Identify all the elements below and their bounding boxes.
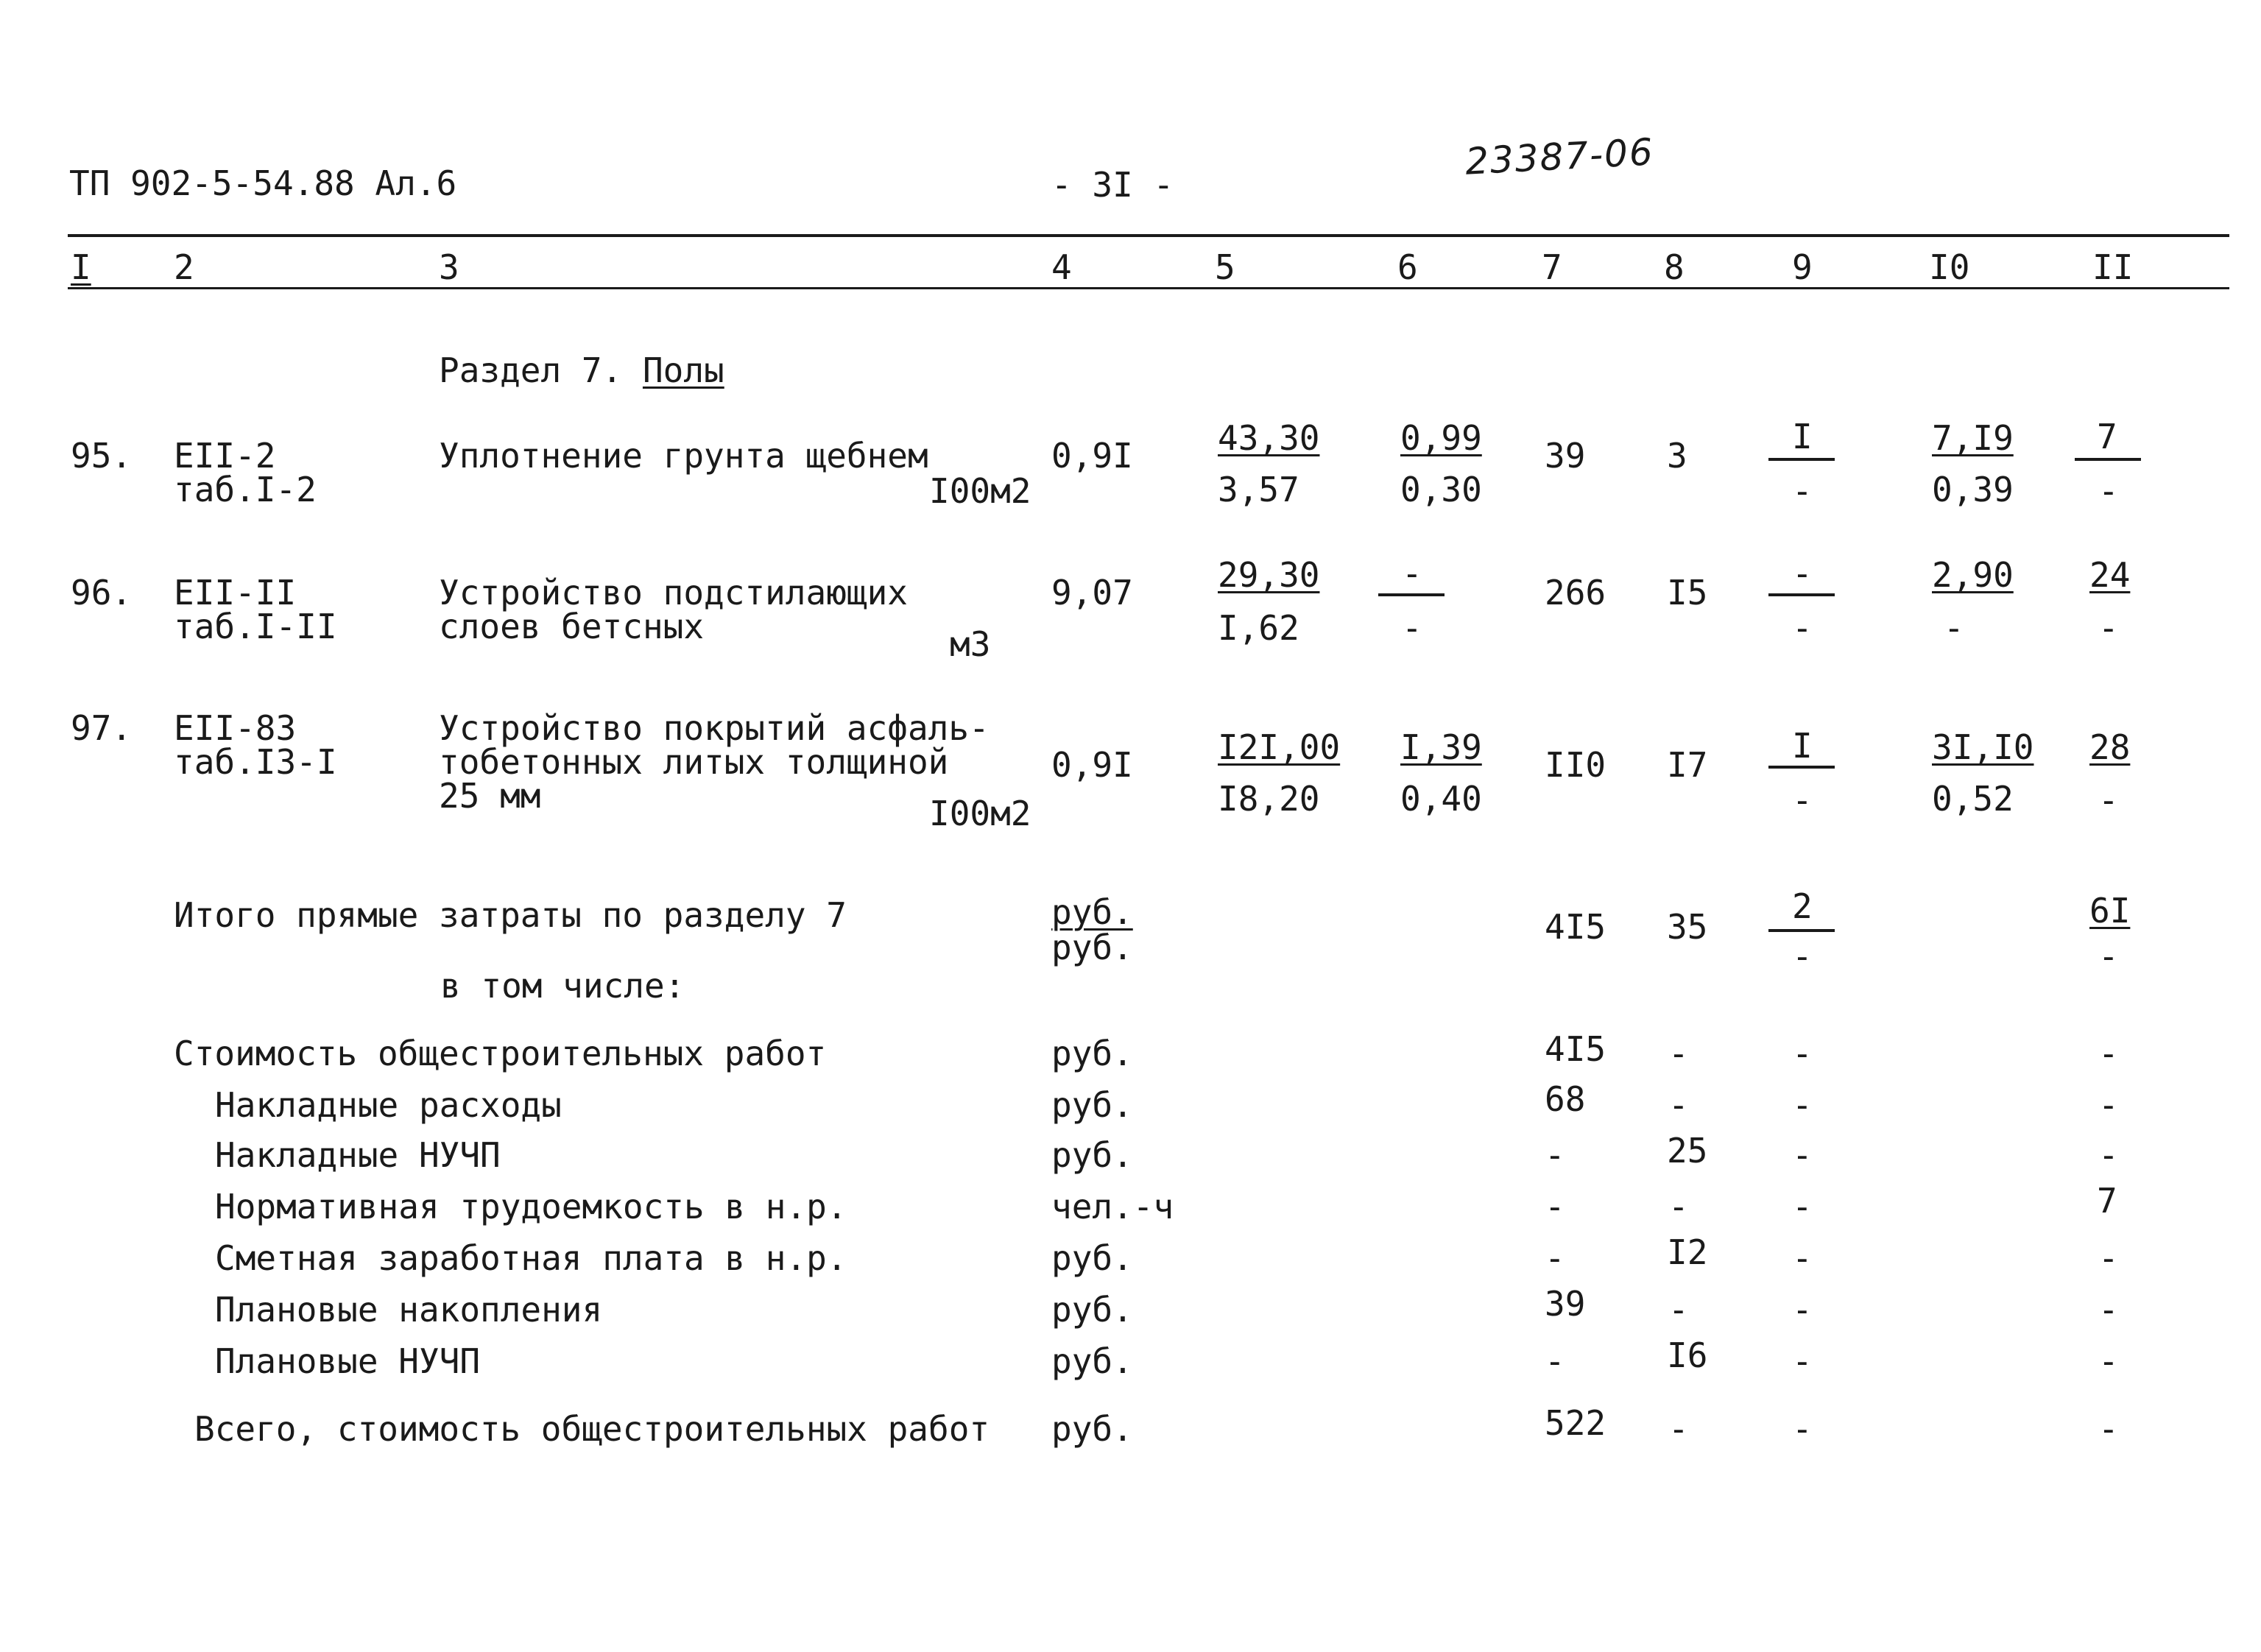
summary-c11: - xyxy=(2098,1238,2119,1278)
fraction-line xyxy=(2075,458,2141,461)
total-unit-top: руб. xyxy=(1051,892,1133,932)
row-c10-bottom: 0,52 xyxy=(1932,779,2014,819)
row-c5-bottom: I,62 xyxy=(1218,608,1299,648)
total-c8: 35 xyxy=(1667,907,1708,947)
row-quantity: 0,9I xyxy=(1051,436,1133,476)
summary-c9: - xyxy=(1792,1187,1813,1226)
row-number: 96. xyxy=(71,573,133,613)
summary-c9: - xyxy=(1792,1290,1813,1330)
summary-label: Нормативная трудоемкость в н.р. xyxy=(215,1187,847,1226)
row-code: EII-II xyxy=(174,573,297,613)
row-c11-top: 24 xyxy=(2089,555,2131,595)
section-title-name: Полы xyxy=(642,350,724,390)
row-c9-bottom: - xyxy=(1792,608,1813,648)
header-bottom-rule xyxy=(68,287,2229,289)
row-description: тобетонных литых толщиной xyxy=(439,742,949,782)
summary-c8: - xyxy=(1668,1409,1689,1449)
column-number: 2 xyxy=(174,247,194,287)
section-title-prefix: Раздел 7. xyxy=(439,350,643,390)
row-table-ref: таб.I-II xyxy=(174,607,337,646)
row-c5-bottom: I8,20 xyxy=(1218,779,1320,819)
summary-c11: - xyxy=(2098,1290,2119,1330)
summary-c11: - xyxy=(2098,1409,2119,1449)
total-c9-bottom: - xyxy=(1792,936,1813,976)
summary-c9: - xyxy=(1792,1409,1813,1449)
row-quantity: 9,07 xyxy=(1051,573,1133,613)
summary-unit: руб. xyxy=(1051,1409,1133,1449)
summary-c9: - xyxy=(1792,1135,1813,1175)
total-c11-top: 6I xyxy=(2089,891,2131,931)
summary-c8: - xyxy=(1668,1187,1689,1226)
column-number: I xyxy=(71,247,91,287)
summary-c7: - xyxy=(1545,1341,1565,1381)
summary-c9: - xyxy=(1792,1085,1813,1125)
summary-unit: руб. xyxy=(1051,1290,1133,1330)
page-number: - 3I - xyxy=(1051,165,1174,205)
summary-label: Стоимость общестроительных работ xyxy=(174,1034,827,1073)
column-number: 5 xyxy=(1215,247,1235,287)
column-number: 4 xyxy=(1051,247,1072,287)
row-c6-top: I,39 xyxy=(1400,727,1482,767)
row-c7: 39 xyxy=(1545,436,1586,476)
summary-c8: 25 xyxy=(1667,1131,1708,1171)
column-number: 7 xyxy=(1542,247,1562,287)
row-c9-bottom: - xyxy=(1792,780,1813,820)
column-number: 6 xyxy=(1397,247,1418,287)
total-c7: 4I5 xyxy=(1545,907,1606,947)
row-c10-bottom: 0,39 xyxy=(1932,470,2014,509)
row-description: Устройство покрытий асфаль- xyxy=(439,708,990,748)
row-c5-bottom: 3,57 xyxy=(1218,470,1299,509)
summary-unit: чел.-ч xyxy=(1051,1187,1174,1226)
row-description: слоев бетсных xyxy=(439,607,705,646)
summary-c9: - xyxy=(1792,1238,1813,1278)
summary-label: Сметная заработная плата в н.р. xyxy=(215,1238,847,1278)
column-number: 9 xyxy=(1792,247,1813,287)
row-number: 97. xyxy=(71,708,133,748)
summary-c8: - xyxy=(1668,1290,1689,1330)
row-c11-bottom: - xyxy=(2098,608,2119,648)
total-label: Итого прямые затраты по разделу 7 xyxy=(174,895,847,935)
fraction-line xyxy=(1378,593,1445,596)
row-c8: I5 xyxy=(1667,573,1708,613)
row-table-ref: таб.I3-I xyxy=(174,742,337,782)
column-number: 8 xyxy=(1664,247,1685,287)
row-c6-bottom: 0,40 xyxy=(1400,779,1482,819)
row-c10-top: 7,I9 xyxy=(1932,418,2014,458)
summary-label: Плановые накопления xyxy=(215,1290,603,1330)
summary-label: Накладные НУЧП xyxy=(215,1135,501,1175)
row-unit: I00м2 xyxy=(929,471,1031,511)
summary-unit: руб. xyxy=(1051,1034,1133,1073)
summary-c7: 4I5 xyxy=(1545,1029,1606,1069)
summary-label: Накладные расходы xyxy=(215,1085,562,1125)
summary-c9: - xyxy=(1792,1034,1813,1073)
row-description: Устройство подстилающих xyxy=(439,573,908,613)
section-title xyxy=(439,350,724,390)
row-c5-top: 29,30 xyxy=(1218,555,1320,595)
summary-c7: 39 xyxy=(1545,1284,1586,1324)
row-number: 95. xyxy=(71,436,133,476)
summary-label: Плановые НУЧП xyxy=(215,1341,481,1381)
row-c7: II0 xyxy=(1545,745,1606,785)
doc-code: ТП 902-5-54.88 Ал.6 xyxy=(69,163,457,203)
summary-unit: руб. xyxy=(1051,1085,1133,1125)
summary-c7: 68 xyxy=(1545,1079,1586,1119)
row-c9-top: I xyxy=(1792,417,1813,456)
summary-c11: 7 xyxy=(2097,1181,2117,1221)
summary-c11: - xyxy=(2098,1135,2119,1175)
fraction-line xyxy=(1768,766,1835,769)
row-description: Уплотнение грунта щебнем xyxy=(439,436,928,476)
total-c9-top: 2 xyxy=(1792,886,1813,926)
total-unit-bottom: руб. xyxy=(1051,928,1133,967)
summary-c11: - xyxy=(2098,1034,2119,1073)
top-rule xyxy=(68,234,2229,237)
summary-unit: руб. xyxy=(1051,1135,1133,1175)
summary-unit: руб. xyxy=(1051,1238,1133,1278)
row-unit: м3 xyxy=(950,624,991,664)
fraction-line xyxy=(1768,929,1835,932)
row-c6-bottom: 0,30 xyxy=(1400,470,1482,509)
row-c7: 266 xyxy=(1545,573,1606,613)
row-c10-bottom: - xyxy=(1944,608,1964,648)
row-c11-top: 28 xyxy=(2089,727,2131,767)
summary-c8: - xyxy=(1668,1034,1689,1073)
row-c6-bottom: - xyxy=(1402,608,1422,648)
row-unit: I00м2 xyxy=(929,794,1031,833)
summary-c11: - xyxy=(2098,1085,2119,1125)
row-c11-bottom: - xyxy=(2098,780,2119,820)
row-c9-top: - xyxy=(1792,554,1813,593)
column-number: 3 xyxy=(439,247,459,287)
handwritten-number: 23387-06 xyxy=(1464,130,1656,183)
row-c8: I7 xyxy=(1667,745,1708,785)
summary-c11: - xyxy=(2098,1341,2119,1381)
fraction-line xyxy=(1768,458,1835,461)
summary-c7: - xyxy=(1545,1135,1565,1175)
row-c10-top: 3I,I0 xyxy=(1932,727,2034,767)
row-code: EII-83 xyxy=(174,708,297,748)
row-c6-top: - xyxy=(1402,554,1422,593)
total-c11-bottom: - xyxy=(2098,936,2119,976)
summary-c7: - xyxy=(1545,1238,1565,1278)
summary-c7: - xyxy=(1545,1187,1565,1226)
row-code: EII-2 xyxy=(174,436,276,476)
row-c9-bottom: - xyxy=(1792,471,1813,511)
summary-c7: 522 xyxy=(1545,1403,1606,1443)
summary-c9: - xyxy=(1792,1341,1813,1381)
summary-unit: руб. xyxy=(1051,1341,1133,1381)
summary-c8: - xyxy=(1668,1085,1689,1125)
row-description: 25 мм xyxy=(439,776,541,816)
row-c5-top: I2I,00 xyxy=(1218,727,1341,767)
row-c11-bottom: - xyxy=(2098,471,2119,511)
row-c11-top: 7 xyxy=(2097,417,2117,456)
column-number: I0 xyxy=(1929,247,1970,287)
row-c6-top: 0,99 xyxy=(1400,418,1482,458)
row-c8: 3 xyxy=(1667,436,1687,476)
row-c10-top: 2,90 xyxy=(1932,555,2014,595)
row-quantity: 0,9I xyxy=(1051,745,1133,785)
fraction-line xyxy=(1768,593,1835,596)
including-label: в том числе: xyxy=(440,966,685,1006)
row-table-ref: таб.I-2 xyxy=(174,470,317,509)
column-number: II xyxy=(2092,247,2134,287)
summary-label: Всего, стоимость общестроительных работ xyxy=(194,1409,990,1449)
summary-c8: I2 xyxy=(1667,1232,1708,1272)
row-c5-top: 43,30 xyxy=(1218,418,1320,458)
summary-c8: I6 xyxy=(1667,1335,1708,1375)
row-c9-top: I xyxy=(1792,726,1813,766)
